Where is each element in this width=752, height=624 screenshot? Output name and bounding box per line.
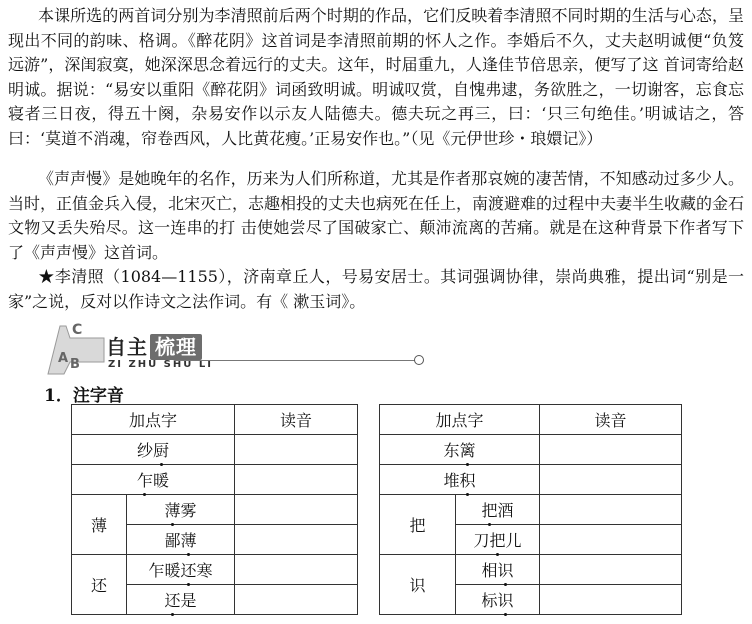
group-label: 还 (72, 555, 127, 615)
word-text: 相 (481, 561, 498, 580)
section-title: 1．注字音 (44, 386, 124, 406)
word-cell (72, 465, 235, 495)
word-text: 堆 (443, 471, 460, 490)
dotted-char: 厨 (153, 438, 169, 461)
answer-cell[interactable] (540, 465, 682, 495)
dotted-char: 还 (164, 588, 180, 611)
word-cell (456, 555, 540, 585)
background-paragraph-text: 《声声慢》是她晚年的名作，历来为人们所称道，尤其是作者那哀婉的凄苦情，不知感动过多少人。当时，正值金兵入侵，北宋灭亡，志趣相投的丈夫也病死在任上，南渡避难的过程中夫妻半生收藏的金石文物又丢失殆尽。这一连串的打 击使她尝尽了国破家亡、颠沛流离的苦痛。就是在这种背景下作者写下了《声声慢》这首词。 (8, 169, 745, 262)
answer-cell[interactable] (540, 555, 682, 585)
word-text: 东 (443, 441, 460, 460)
answer-cell[interactable] (235, 495, 358, 525)
dotted-char: 薄 (164, 498, 180, 521)
answer-cell[interactable] (540, 525, 682, 555)
word-cell (72, 435, 235, 465)
word-text: 刀 (473, 531, 490, 550)
word-text: 酒 (497, 501, 514, 520)
group-label: 识 (380, 555, 456, 615)
header-pron: 读音 (540, 405, 682, 435)
word-text: 雾 (180, 501, 197, 520)
header-char: 加点字 (380, 405, 540, 435)
word-cell (380, 465, 540, 495)
dotted-char: 把 (489, 528, 505, 551)
word-text: 暖 (153, 471, 170, 490)
banner-title-highlight: 梳理 (150, 334, 202, 360)
dotted-char: 识 (498, 558, 514, 581)
banner-title (106, 331, 202, 360)
intro-paragraph-text: 本课所选的两首词分别为李清照前后两个时期的作品，它们反映着李清照不同时期的生活与心态，呈现出不同的韵味、格调。《醉花阴》这首词是李清照前期的怀人之作。李婚后不久，丈夫赵明诚便“负笈远游”，深闺寂寞，她深深思念着远行的丈夫。这年，时届重九，人逢佳节倍思亲，便写了这 首词寄给赵明诚。据说：“易安以重阳《醉花阴》词函致明诚。明诚叹赏，自愧弗逮，务欲胜之，一切谢客，忘食忘寝者三日夜，得五十阕，杂易安作以示友人陆德夫。德夫玩之再三，曰：‘只三句绝佳。’明诚诘之，答曰：‘莫道不消魂，帘卷西风，人比黄花瘦。’正易安作也。”（见《元伊世珍・琅嬛记》） (8, 6, 744, 148)
word-cell (127, 495, 235, 525)
answer-cell[interactable] (235, 585, 358, 615)
group-label: 把 (380, 495, 456, 555)
banner-divider (174, 360, 418, 361)
table-row (72, 465, 358, 495)
abc-logo-icon (44, 318, 108, 378)
word-cell (127, 525, 235, 555)
word-cell (127, 555, 235, 585)
answer-cell[interactable] (235, 465, 358, 495)
answer-cell[interactable] (235, 555, 358, 585)
logo-letter-b: B (70, 357, 80, 372)
logo-letter-c: C (72, 322, 83, 338)
background-paragraph (8, 167, 744, 265)
answer-cell[interactable] (540, 435, 682, 465)
word-cell (380, 435, 540, 465)
section-banner (44, 318, 434, 380)
table-row (72, 495, 358, 525)
word-text: 乍暖 (148, 561, 181, 580)
header-char: 加点字 (72, 405, 235, 435)
dotted-char: 还 (180, 558, 196, 581)
word-text: 儿 (505, 531, 522, 550)
answer-cell[interactable] (235, 525, 358, 555)
dotted-char: 把 (481, 498, 497, 521)
intro-paragraph (8, 4, 744, 151)
dotted-char: 积 (460, 468, 476, 491)
dotted-char: 薄 (181, 528, 197, 551)
word-text: 纱 (136, 441, 153, 460)
pinyin-table-left (71, 404, 358, 615)
banner-pinyin: ZI ZHU SHU LI (108, 359, 213, 370)
word-cell (456, 585, 540, 615)
word-cell (456, 495, 540, 525)
word-cell (127, 585, 235, 615)
logo-letter-a: A (58, 351, 69, 366)
table-row (380, 435, 682, 465)
answer-cell[interactable] (540, 585, 682, 615)
table-header-row (72, 405, 358, 435)
answer-cell[interactable] (235, 435, 358, 465)
table-row (72, 435, 358, 465)
header-pron: 读音 (235, 405, 358, 435)
dotted-char: 识 (498, 588, 514, 611)
author-paragraph-text: ★李清照（1084—1155），济南章丘人，号易安居士。其词强调协律，崇尚典雅，提出词“别是一家”之说，反对以作诗文之法作词。有《 漱玉词》。 (8, 267, 744, 311)
author-paragraph (8, 265, 744, 314)
word-cell (456, 525, 540, 555)
table-row (72, 555, 358, 585)
group-label: 薄 (72, 495, 127, 555)
banner-title-plain: 自主 (106, 335, 148, 359)
word-text: 鄙 (164, 531, 181, 550)
dotted-char: 篱 (460, 438, 476, 461)
word-text: 寒 (196, 561, 213, 580)
banner-end-circle-icon (414, 355, 424, 365)
pinyin-table-right (379, 404, 682, 615)
word-text: 标 (481, 591, 498, 610)
table-row (380, 465, 682, 495)
word-text: 是 (180, 591, 197, 610)
dotted-char: 乍 (137, 468, 153, 491)
table-header-row (380, 405, 682, 435)
table-row (380, 495, 682, 525)
table-row (380, 555, 682, 585)
answer-cell[interactable] (540, 495, 682, 525)
